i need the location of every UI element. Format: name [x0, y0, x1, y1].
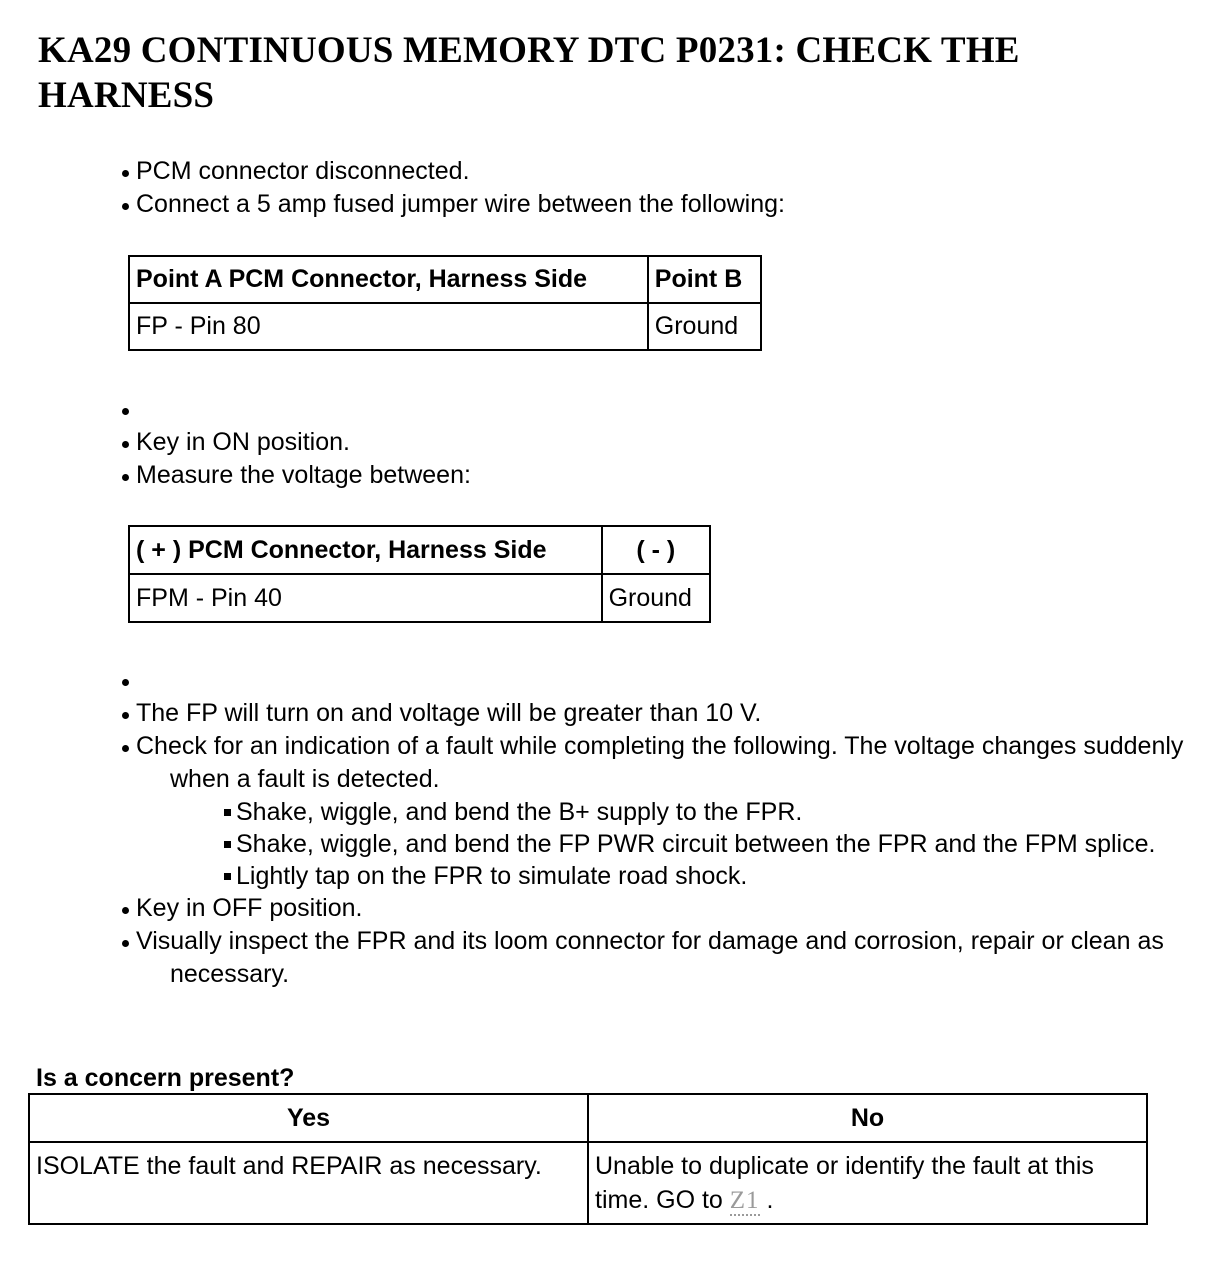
table-cell: Ground — [602, 574, 710, 622]
table-header-positive: ( + ) PCM Connector, Harness Side — [129, 526, 602, 574]
step-list-1 — [120, 155, 785, 221]
list-item: Key in ON position. — [120, 426, 471, 459]
yes-header: Yes — [29, 1094, 588, 1142]
no-text: Unable to duplicate or identify the fault at this time. GO to — [595, 1152, 1094, 1214]
list-item-empty — [120, 664, 1200, 697]
list-item: Key in OFF position. — [120, 892, 1200, 925]
sub-list-item: Shake, wiggle, and bend the FP PWR circuit between the FPR and the FPM splice. — [120, 828, 1200, 860]
page-title: KA29 CONTINUOUS MEMORY DTC P0231: CHECK THE HARNESS — [38, 30, 1020, 116]
z1-link[interactable]: Z1 — [729, 1187, 760, 1214]
table-row — [129, 574, 710, 622]
list-item: The FP will turn on and voltage will be greater than 10 V. — [120, 697, 1200, 730]
no-tail: . — [759, 1186, 774, 1214]
jumper-table — [128, 255, 762, 351]
concern-table — [28, 1093, 1148, 1225]
table-header-row — [29, 1094, 1147, 1142]
voltage-table — [128, 525, 711, 623]
table-header-row — [129, 526, 710, 574]
step-list-2 — [120, 393, 471, 492]
table-cell: Ground — [648, 303, 761, 350]
table-row — [129, 303, 761, 350]
no-cell — [588, 1142, 1147, 1224]
table-cell: FP - Pin 80 — [129, 303, 648, 350]
table-header-point-a: Point A PCM Connector, Harness Side — [129, 256, 648, 303]
list-item: Connect a 5 amp fused jumper wire between the following: — [120, 188, 785, 221]
sub-list-item: Lightly tap on the FPR to simulate road shock. — [120, 860, 1200, 892]
table-header-row — [129, 256, 761, 303]
list-item: Visually inspect the FPR and its loom connector for damage and corrosion, repair or clean as necessary. — [120, 925, 1200, 991]
list-item: Measure the voltage between: — [120, 459, 471, 492]
table-header-point-b: Point B — [648, 256, 761, 303]
yes-cell: ISOLATE the fault and REPAIR as necessary. — [29, 1142, 588, 1224]
step-list-3 — [120, 664, 1200, 991]
sub-list-item: Shake, wiggle, and bend the B+ supply to the FPR. — [120, 796, 1200, 828]
concern-question: Is a concern present? — [36, 1064, 295, 1092]
no-header: No — [588, 1094, 1147, 1142]
table-cell: FPM - Pin 40 — [129, 574, 602, 622]
list-item: Check for an indication of a fault while completing the following. The voltage changes suddenly when a fault is detected. — [120, 730, 1200, 796]
table-header-negative: ( - ) — [602, 526, 710, 574]
table-row — [29, 1142, 1147, 1224]
list-item: PCM connector disconnected. — [120, 155, 785, 188]
list-item-empty — [120, 393, 471, 426]
